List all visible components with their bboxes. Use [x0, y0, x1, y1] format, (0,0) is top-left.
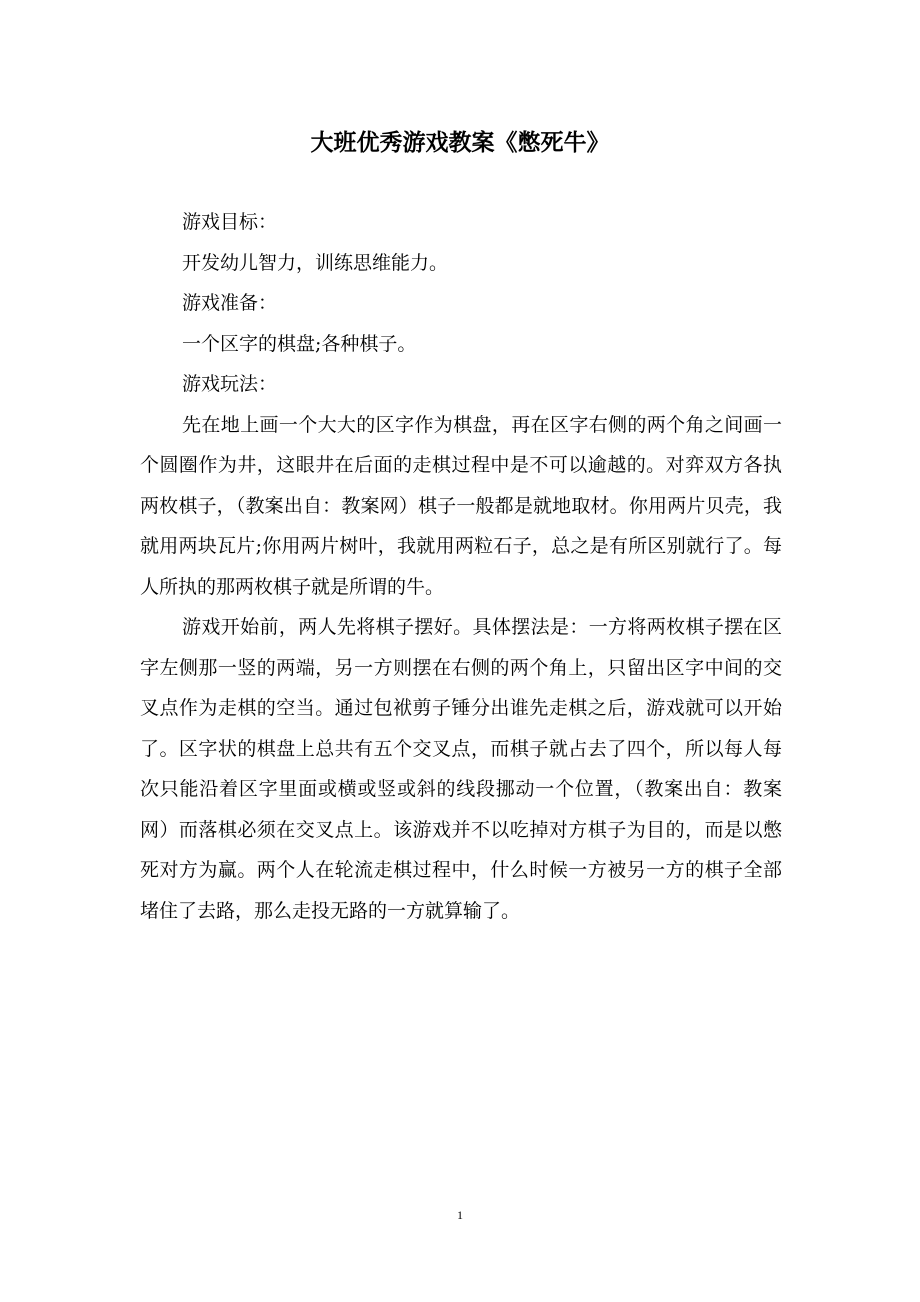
heading-game-preparation: 游戏准备： — [182, 292, 278, 314]
paragraph-game-preparation: 一个区字的棋盘;各种棋子。 — [182, 332, 417, 355]
paragraph-game-play-rules: 游戏开始前，两人先将棋子摆好。具体摆法是：一方将两枚棋子摆在区字左侧那一竖的两端，另一方则摆在右侧的两个角上，只留出区字中间的交叉点作为走棋的空当。通过包袱剪子锤分出谁先走棋之后，游戏就可以开始了。区字状的棋盘上总共有五个交叉点，而棋子就占去了四个，所以每人每次只能沿着区字里面或横或竖或斜的线段挪动一个位置，（教案出自：教案网）而落棋必须在交叉点上。该游戏并不以吃掉对方棋子为目的，而是以憋死对方为赢。两个人在轮流走棋过程中，什么时候一方被另一方的棋子全部堵住了去路，那么走投无路的一方就算输了。 — [140, 616, 782, 922]
paragraph-game-goal: 开发幼儿智力，训练思维能力。 — [182, 251, 449, 274]
document-title: 大班优秀游戏教案《憋死牛》 — [310, 129, 610, 157]
heading-game-play: 游戏玩法： — [182, 373, 278, 395]
page-number: 1 — [457, 1208, 463, 1222]
paragraph-game-play-setup: 先在地上画一个大大的区字作为棋盘，再在区字右侧的两个角之间画一个圆圈作为井，这眼井在后面的走棋过程中是不可以逾越的。对弈双方各执两枚棋子，（教案出自：教案网）棋子一般都是就地取材。你用两片贝壳，我就用两块瓦片;你用两片树叶，我就用两粒石子，总之是有所区别就行了。每人所执的那两枚棋子就是所谓的牛。 — [140, 413, 782, 598]
heading-game-goal: 游戏目标： — [182, 211, 278, 233]
document-body — [140, 202, 782, 931]
